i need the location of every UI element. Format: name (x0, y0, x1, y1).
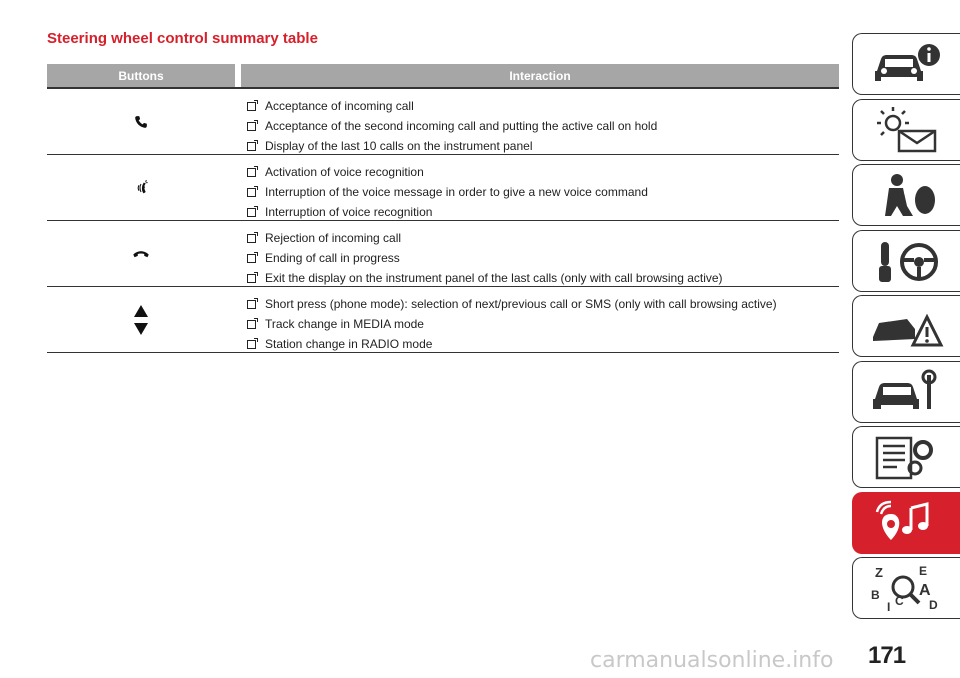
list-item (247, 248, 839, 268)
button-cell (47, 287, 235, 352)
svg-text:C: C (894, 594, 904, 608)
item-text: Exit the display on the instrument panel of the last calls (only with call browsing active) (265, 271, 723, 285)
up-down-arrows-icon (134, 305, 148, 335)
tab-safety[interactable] (852, 164, 960, 226)
voice-recognition-icon (133, 180, 149, 196)
key-steering-wheel-icon (867, 238, 947, 284)
table-row (47, 287, 839, 353)
list-item (247, 268, 839, 288)
item-text: Rejection of incoming call (265, 231, 402, 245)
list-item (247, 314, 839, 334)
chapter-tabs (852, 33, 960, 623)
page-title: Steering wheel control summary table (47, 30, 318, 47)
button-cell (47, 155, 235, 220)
checkbox-bullet-icon (247, 254, 256, 263)
checkbox-bullet-icon (247, 208, 256, 217)
list-item (247, 228, 839, 248)
item-text: Interruption of voice recognition (265, 205, 433, 219)
item-text: Track change in MEDIA mode (265, 317, 424, 331)
car-info-icon (867, 41, 947, 87)
tab-index[interactable] (852, 557, 960, 619)
svg-text:E: E (918, 564, 927, 578)
technical-data-icon (867, 434, 947, 480)
svg-text:D: D (928, 598, 938, 612)
interaction-cell (235, 287, 839, 352)
checkbox-bullet-icon (247, 340, 256, 349)
car-maintenance-icon (867, 369, 947, 415)
checkbox-bullet-icon (247, 142, 256, 151)
control-summary-table (47, 64, 839, 353)
interaction-cell (235, 221, 839, 286)
checkbox-bullet-icon (247, 122, 256, 131)
list-item (247, 96, 839, 116)
watermark: carmanualsonline.info (590, 648, 834, 673)
list-item (247, 202, 839, 222)
tab-car-info[interactable] (852, 33, 960, 95)
svg-text:I: I (886, 600, 890, 613)
tab-maintenance[interactable] (852, 361, 960, 423)
index-icon (867, 563, 947, 613)
checkbox-bullet-icon (247, 168, 256, 177)
arrow-down-icon (134, 323, 148, 335)
table-header (47, 64, 839, 89)
table-row (47, 155, 839, 221)
item-text: Display of the last 10 calls on the instrument panel (265, 139, 533, 153)
svg-text:Z: Z (874, 565, 883, 580)
checkbox-bullet-icon (247, 274, 256, 283)
safety-airbag-icon (867, 172, 947, 218)
interaction-cell (235, 89, 839, 154)
header-interaction: Interaction (241, 64, 839, 87)
button-cell (47, 89, 235, 154)
item-text: Short press (phone mode): selection of next/previous call or SMS (only with call browsing active) (265, 297, 777, 311)
list-item (247, 334, 839, 354)
svg-text:A: A (918, 582, 931, 599)
tab-emergency[interactable] (852, 295, 960, 357)
emergency-car-icon (867, 303, 947, 349)
phone-accept-icon (134, 115, 148, 129)
item-text: Acceptance of incoming call (265, 99, 414, 113)
svg-text:B: B (870, 588, 880, 602)
tab-warning-lights[interactable] (852, 99, 960, 161)
arrow-up-icon (134, 305, 148, 317)
checkbox-bullet-icon (247, 102, 256, 111)
table-row (47, 221, 839, 287)
tab-multimedia[interactable] (852, 492, 960, 554)
table-row (47, 89, 839, 155)
header-buttons: Buttons (47, 64, 235, 87)
checkbox-bullet-icon (247, 234, 256, 243)
list-item (247, 136, 839, 156)
page-number: 171 (868, 642, 906, 669)
multimedia-icon (867, 500, 947, 546)
item-text: Activation of voice recognition (265, 165, 424, 179)
checkbox-bullet-icon (247, 300, 256, 309)
interaction-cell (235, 155, 839, 220)
list-item (247, 182, 839, 202)
item-text: Interruption of the voice message in order to give a new voice command (265, 185, 648, 199)
item-text: Station change in RADIO mode (265, 337, 433, 351)
warning-light-message-icon (867, 107, 947, 153)
checkbox-bullet-icon (247, 320, 256, 329)
item-text: Acceptance of the second incoming call and putting the active call on hold (265, 119, 658, 133)
list-item (247, 162, 839, 182)
tab-starting-driving[interactable] (852, 230, 960, 292)
tab-technical-data[interactable] (852, 426, 960, 488)
phone-hangup-icon (132, 249, 150, 259)
button-cell (47, 221, 235, 286)
list-item (247, 294, 839, 314)
list-item (247, 116, 839, 136)
item-text: Ending of call in progress (265, 251, 400, 265)
checkbox-bullet-icon (247, 188, 256, 197)
